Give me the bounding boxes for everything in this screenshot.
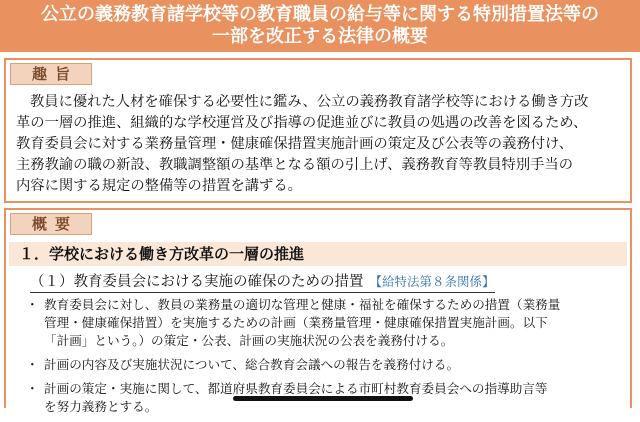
title-line-2: 一部を改正する法律の概要 (212, 26, 428, 47)
bullet-line: 管理・健康確保措置）を実施するための計画（業務量管理・健康確保措置実施計画。以下 (44, 315, 548, 330)
bullet-line: を努力義務とする。 (44, 399, 158, 414)
purpose-line: 主務教諭の職の新設、教職調整額の基準となる額の引上げ、義務教育等教員特別手当の (16, 157, 574, 173)
list-item (24, 356, 624, 374)
purpose-section (4, 58, 632, 203)
purpose-text (16, 92, 624, 197)
bullet-marker: ・ (26, 297, 39, 312)
section-heading-1: １．学校における働き方改革の一層の推進 (9, 242, 627, 266)
bullet-marker: ・ (26, 357, 39, 372)
subsection-title: （１）教育委員会における実施の確保のための措置 (30, 274, 364, 290)
bullet-marker: ・ (26, 381, 39, 396)
purpose-line: 教育委員会に対する業務量管理・健康確保措置実施計画の策定及び公表等の義務付け、 (16, 136, 574, 152)
bullet-line: 計画の内容及び実施状況について、総合教育会議への報告を義務付ける。 (44, 357, 460, 372)
bullet-line: 教育委員会に対し、教員の業務量の適切な管理と健康・福祉を確保するための措置（業務量 (44, 297, 561, 312)
purpose-line: 内容に関する規定の整備等の措置を講ずる。 (16, 178, 302, 194)
bullet-line: 「計画」という。）の策定・公表、計画の実施状況の公表を義務付ける。 (44, 333, 454, 348)
subsection-heading (30, 272, 495, 293)
title-banner (0, 0, 640, 52)
home-indicator-bar[interactable] (233, 396, 413, 401)
title-line-1: 公立の義務教育諸学校等の教育職員の給与等に関する特別措置法等の (41, 4, 599, 25)
purpose-line: 革の一層の推進、組織的な学校運営及び指導の促進並びに教員の処遇の改善を図るため、 (16, 115, 588, 131)
bullet-list (24, 296, 624, 422)
overview-section (4, 208, 632, 414)
purpose-tag: 趣旨 (10, 63, 92, 85)
overview-tag: 概要 (10, 213, 92, 235)
purpose-line: 教員に優れた人材を確保する必要性に鑑み、公立の義務教育諸学校等における働き方改 (30, 94, 589, 110)
list-item (24, 296, 624, 350)
bullet-line: 計画の策定・実施に関して、都道府県教育委員会による市町村教育委員会への指導助言等 (44, 381, 548, 396)
law-reference: 【給特法第８条関係】 (369, 274, 495, 289)
